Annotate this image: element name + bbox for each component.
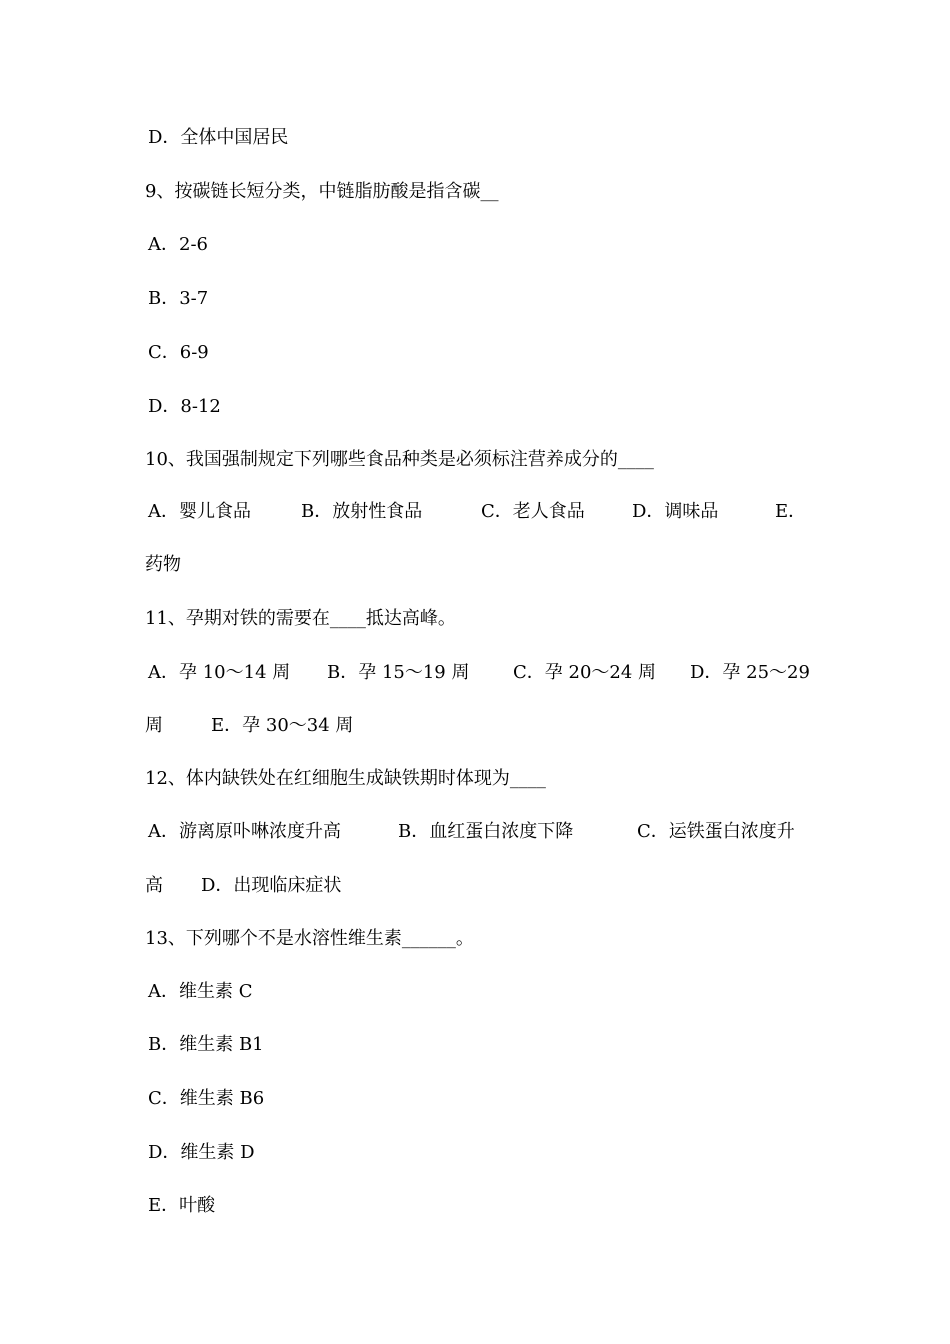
q13-option-a: A．维生素 C [148,981,253,1002]
q13-stem: 13、下列哪个不是水溶性维生素______。 [145,928,474,949]
q10-stem: 10、我国强制规定下列哪些食品种类是必须标注营养成分的____ [145,449,654,470]
q12-option-c: C．运铁蛋白浓度升 [637,821,795,842]
q8-option-d: D．全体中国居民 [148,127,289,148]
q11-option-d-wrap: 周 [145,715,163,736]
q9-option-b: B．3-7 [148,288,209,309]
q9-option-c: C．6-9 [148,342,209,363]
q10-option-c: C．老人食品 [481,501,585,522]
q11-option-a: A．孕 10～14 周 [148,662,291,683]
q13-option-e: E．叶酸 [148,1195,216,1216]
q13-option-d: D．维生素 D [148,1142,255,1163]
q9-option-a: A．2-6 [148,234,208,255]
q12-option-a: A．游离原卟啉浓度升高 [148,821,341,842]
q11-option-c: C．孕 20～24 周 [513,662,657,683]
q12-option-c-wrap: 高 [145,875,163,896]
q11-option-e: E．孕 30～34 周 [211,715,354,736]
q13-option-b: B．维生素 B1 [148,1034,264,1055]
q10-option-e-wrap: 药物 [145,554,181,575]
q9-stem: 9、按碳链长短分类，中链脂肪酸是指含碳__ [145,181,499,202]
q13-option-c: C．维生素 B6 [148,1088,265,1109]
q11-option-b: B．孕 15～19 周 [327,662,470,683]
q9-option-d: D．8-12 [148,396,221,417]
q10-option-b: B．放射性食品 [301,501,423,522]
q10-option-a: A．婴儿食品 [148,501,251,522]
q11-stem: 11、孕期对铁的需要在____抵达高峰。 [145,608,456,629]
q12-option-d: D．出现临床症状 [201,875,342,896]
q12-stem: 12、体内缺铁处在红细胞生成缺铁期时体现为____ [145,768,546,789]
q10-option-d: D．调味品 [632,501,719,522]
q11-option-d: D．孕 25～29 [690,662,810,683]
q10-option-e: E． [775,501,807,522]
q12-option-b: B．血红蛋白浓度下降 [398,821,574,842]
